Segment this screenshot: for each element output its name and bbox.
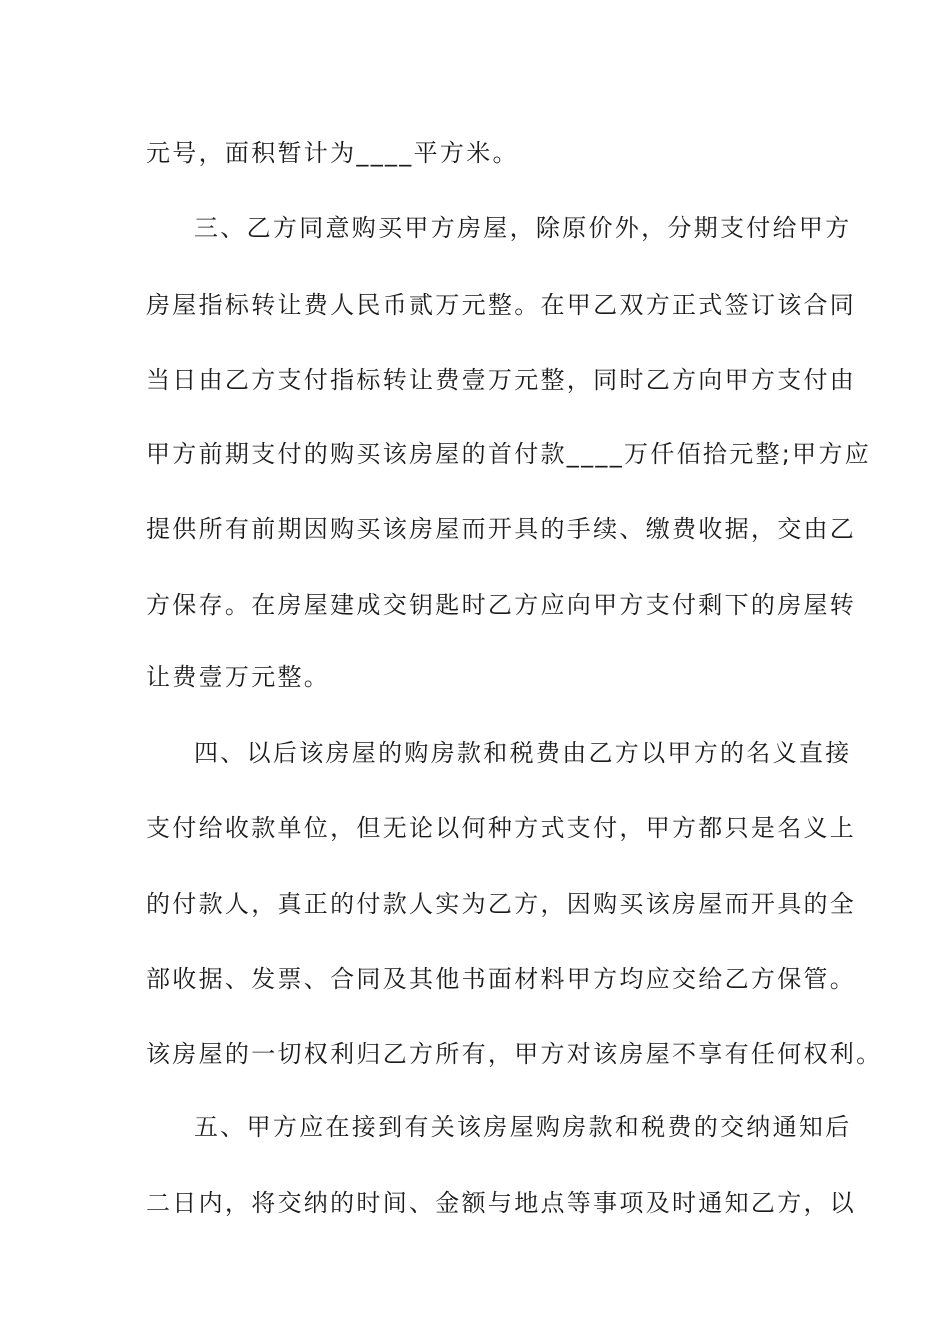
text-line-15: 二日内，将交纳的时间、金额与地点等事项及时通知乙方，以 [146, 1189, 857, 1217]
text-line-1: 元号，面积暂计为____平方米。 [146, 139, 519, 167]
clause-five-first-line: 五、甲方应在接到有关该房屋购房款和税费的交纳通知后 [194, 1113, 852, 1141]
clause-four-first-line: 四、以后该房屋的购房款和税费由乙方以甲方的名义直接 [194, 739, 852, 767]
text-line-7: 方保存。在房屋建成交钥匙时乙方应向甲方支付剩下的房屋转 [146, 591, 857, 619]
text-line-5: 甲方前期支付的购买该房屋的首付款____万仟佰拾元整;甲方应 [146, 440, 872, 468]
text-line-4: 当日由乙方支付指标转让费壹万元整，同时乙方向甲方支付由 [146, 366, 857, 394]
text-line-12: 部收据、发票、合同及其他书面材料甲方均应交给乙方保管。 [146, 965, 857, 993]
text-line-11: 的付款人，真正的付款人实为乙方，因购买该房屋而开具的全 [146, 890, 857, 918]
text-line-3: 房屋指标转让费人民币贰万元整。在甲乙双方正式签订该合同 [146, 291, 857, 319]
text-line-8: 让费壹万元整。 [146, 663, 331, 691]
text-line-6: 提供所有前期因购买该房屋而开具的手续、缴费收据，交由乙 [146, 515, 857, 543]
text-line-10: 支付给收款单位，但无论以何种方式支付，甲方都只是名义上 [146, 814, 857, 842]
text-line-13: 该房屋的一切权利归乙方所有，甲方对该房屋不享有任何权利。 [146, 1040, 883, 1068]
clause-three-first-line: 三、乙方同意购买甲方房屋，除原价外，分期支付给甲方 [194, 214, 852, 242]
